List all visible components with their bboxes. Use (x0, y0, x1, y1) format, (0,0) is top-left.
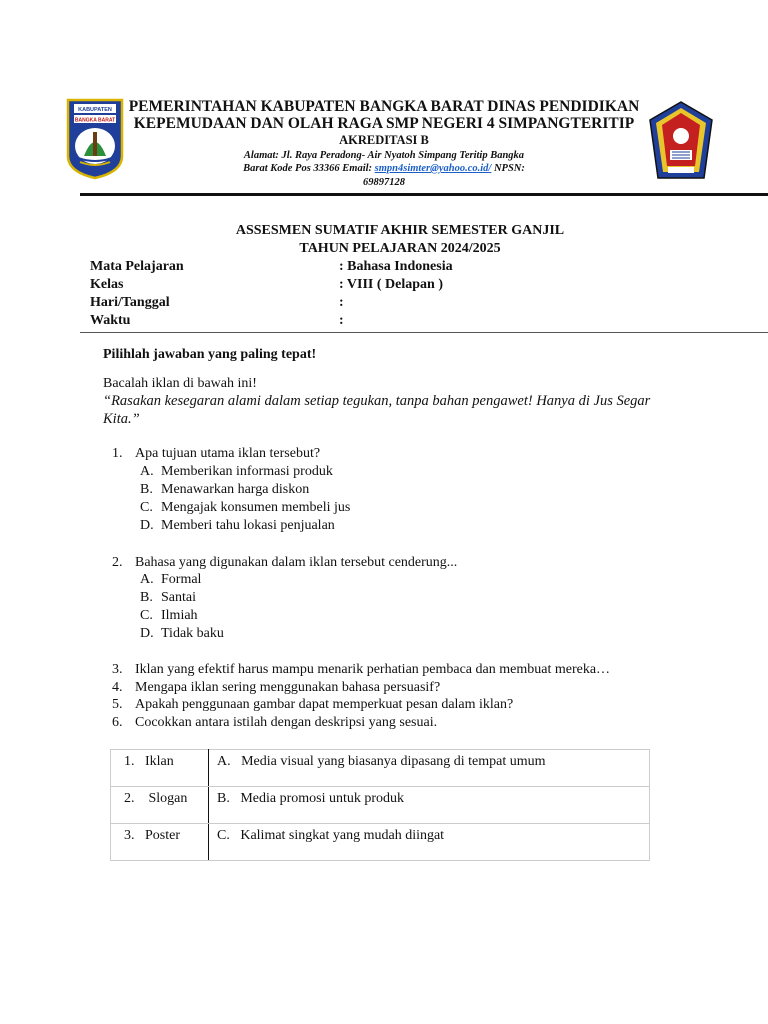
question-text: Cocokkan antara istilah dengan deskripsi yang sesuai. (135, 715, 438, 730)
question-6 (112, 715, 437, 731)
option-letter: A. (140, 572, 154, 587)
header-line-2: KEPEMUDAAN DAN OLAH RAGA SMP NEGERI 4 SIMPANGTERITIP (133, 115, 635, 132)
question-number: 4. (112, 680, 123, 695)
option-text: Menawarkan harga diskon (161, 482, 310, 497)
question-3 (112, 662, 610, 678)
question-number: 6. (112, 715, 123, 730)
ad-quote-line-2: Kita.” (103, 411, 140, 427)
option-letter: B. (140, 482, 153, 497)
table-row (111, 750, 650, 787)
option-letter: C. (140, 500, 153, 515)
header-line-3: AKREDITASI B (339, 133, 429, 147)
question-4 (112, 680, 440, 696)
table-cell-term (111, 750, 209, 787)
description-text: A. Media visual yang biasanya dipasang di tempat umum (217, 754, 546, 769)
question-text: Iklan yang efektif harus mampu menarik perhatian pembaca dan membuat mereka… (135, 662, 611, 677)
header-npsn: 69897128 (363, 177, 405, 188)
instruction-text: Pilihlah jawaban yang paling tepat! (103, 347, 317, 362)
question-1-option-a[interactable] (140, 464, 333, 480)
term-text: 3. Poster (124, 828, 180, 843)
question-text: Apa tujuan utama iklan tersebut? (135, 446, 321, 461)
npsn-label: NPSN: (493, 163, 525, 174)
option-text: Formal (161, 572, 202, 587)
question-2-option-c[interactable] (140, 608, 198, 624)
question-number: 1. (112, 446, 123, 461)
option-text: Mengajak konsumen membeli jus (161, 500, 351, 515)
question-1 (112, 446, 320, 462)
option-text: Memberi tahu lokasi penjualan (161, 518, 335, 533)
address-postal: Barat Kode Pos 33366 Email: (243, 163, 373, 174)
question-text: Mengapa iklan sering menggunakan bahasa persuasif? (135, 680, 441, 695)
meta-label-class: Kelas (90, 277, 124, 292)
header-divider (80, 193, 768, 196)
ad-quote-line-1: “Rasakan kesegaran alami dalam setiap tegukan, tanpa bahan pengawet! Hanya di Jus Segar (103, 393, 651, 409)
question-2-option-b[interactable] (140, 590, 196, 606)
table-row (111, 824, 650, 861)
option-text: Tidak baku (161, 626, 224, 641)
table-cell-term (111, 787, 209, 824)
question-text: Bahasa yang digunakan dalam iklan tersebut cenderung... (135, 555, 458, 570)
question-number: 3. (112, 662, 123, 677)
meta-value-time: : (339, 313, 344, 328)
table-cell-description (209, 750, 650, 787)
left-logo-top-text: KABUPATEN (78, 107, 112, 113)
meta-label-date: Hari/Tanggal (90, 295, 170, 310)
option-text: Ilmiah (161, 608, 198, 623)
question-2-option-d[interactable] (140, 626, 224, 642)
question-2 (112, 555, 457, 571)
description-text: C. Kalimat singkat yang mudah diingat (217, 828, 445, 843)
option-letter: C. (140, 608, 153, 623)
question-1-option-c[interactable] (140, 500, 350, 516)
left-logo-sub-text: BANGKA BARAT (74, 117, 116, 124)
question-2-option-a[interactable] (140, 572, 201, 588)
meta-label-subject: Mata Pelajaran (90, 259, 184, 274)
option-letter: B. (140, 590, 153, 605)
meta-divider (80, 332, 768, 333)
header-line-1: PEMERINTAHAN KABUPATEN BANGKA BARAT DINAS PENDIDIKAN (128, 98, 640, 115)
option-text: Santai (161, 590, 196, 605)
meta-label-time: Waktu (90, 313, 131, 328)
matching-table (110, 749, 650, 861)
meta-value-class: : VIII ( Delapan ) (339, 277, 443, 292)
description-text: B. Media promosi untuk produk (217, 791, 405, 806)
intro-text: Bacalah iklan di bawah ini! (103, 376, 257, 391)
table-row (111, 787, 650, 824)
meta-value-date: : (339, 295, 344, 310)
question-1-option-d[interactable] (140, 518, 335, 534)
question-5 (112, 697, 513, 713)
exam-year: TAHUN PELAJARAN 2024/2025 (299, 241, 501, 256)
header-address: Alamat: Jl. Raya Peradong- Air Nyatoh Simpang Teritip Bangka (243, 150, 525, 161)
option-letter: D. (140, 626, 154, 641)
question-number: 2. (112, 555, 123, 570)
question-number: 5. (112, 697, 123, 712)
term-text: 2. Slogan (124, 791, 188, 806)
question-text: Apakah penggunaan gambar dapat memperkuat pesan dalam iklan? (135, 697, 514, 712)
meta-value-subject: : Bahasa Indonesia (339, 259, 453, 274)
header-address-line-2 (0, 163, 768, 174)
option-text: Memberikan informasi produk (161, 464, 333, 479)
table-cell-term (111, 824, 209, 861)
email-link[interactable]: smpn4simter@yahoo.co.id/ (374, 163, 492, 174)
question-1-option-b[interactable] (140, 482, 309, 498)
exam-title: ASSESMEN SUMATIF AKHIR SEMESTER GANJIL (235, 223, 565, 238)
table-cell-description (209, 824, 650, 861)
term-text: 1. Iklan (124, 754, 174, 769)
option-letter: A. (140, 464, 154, 479)
table-cell-description (209, 787, 650, 824)
option-letter: D. (140, 518, 154, 533)
